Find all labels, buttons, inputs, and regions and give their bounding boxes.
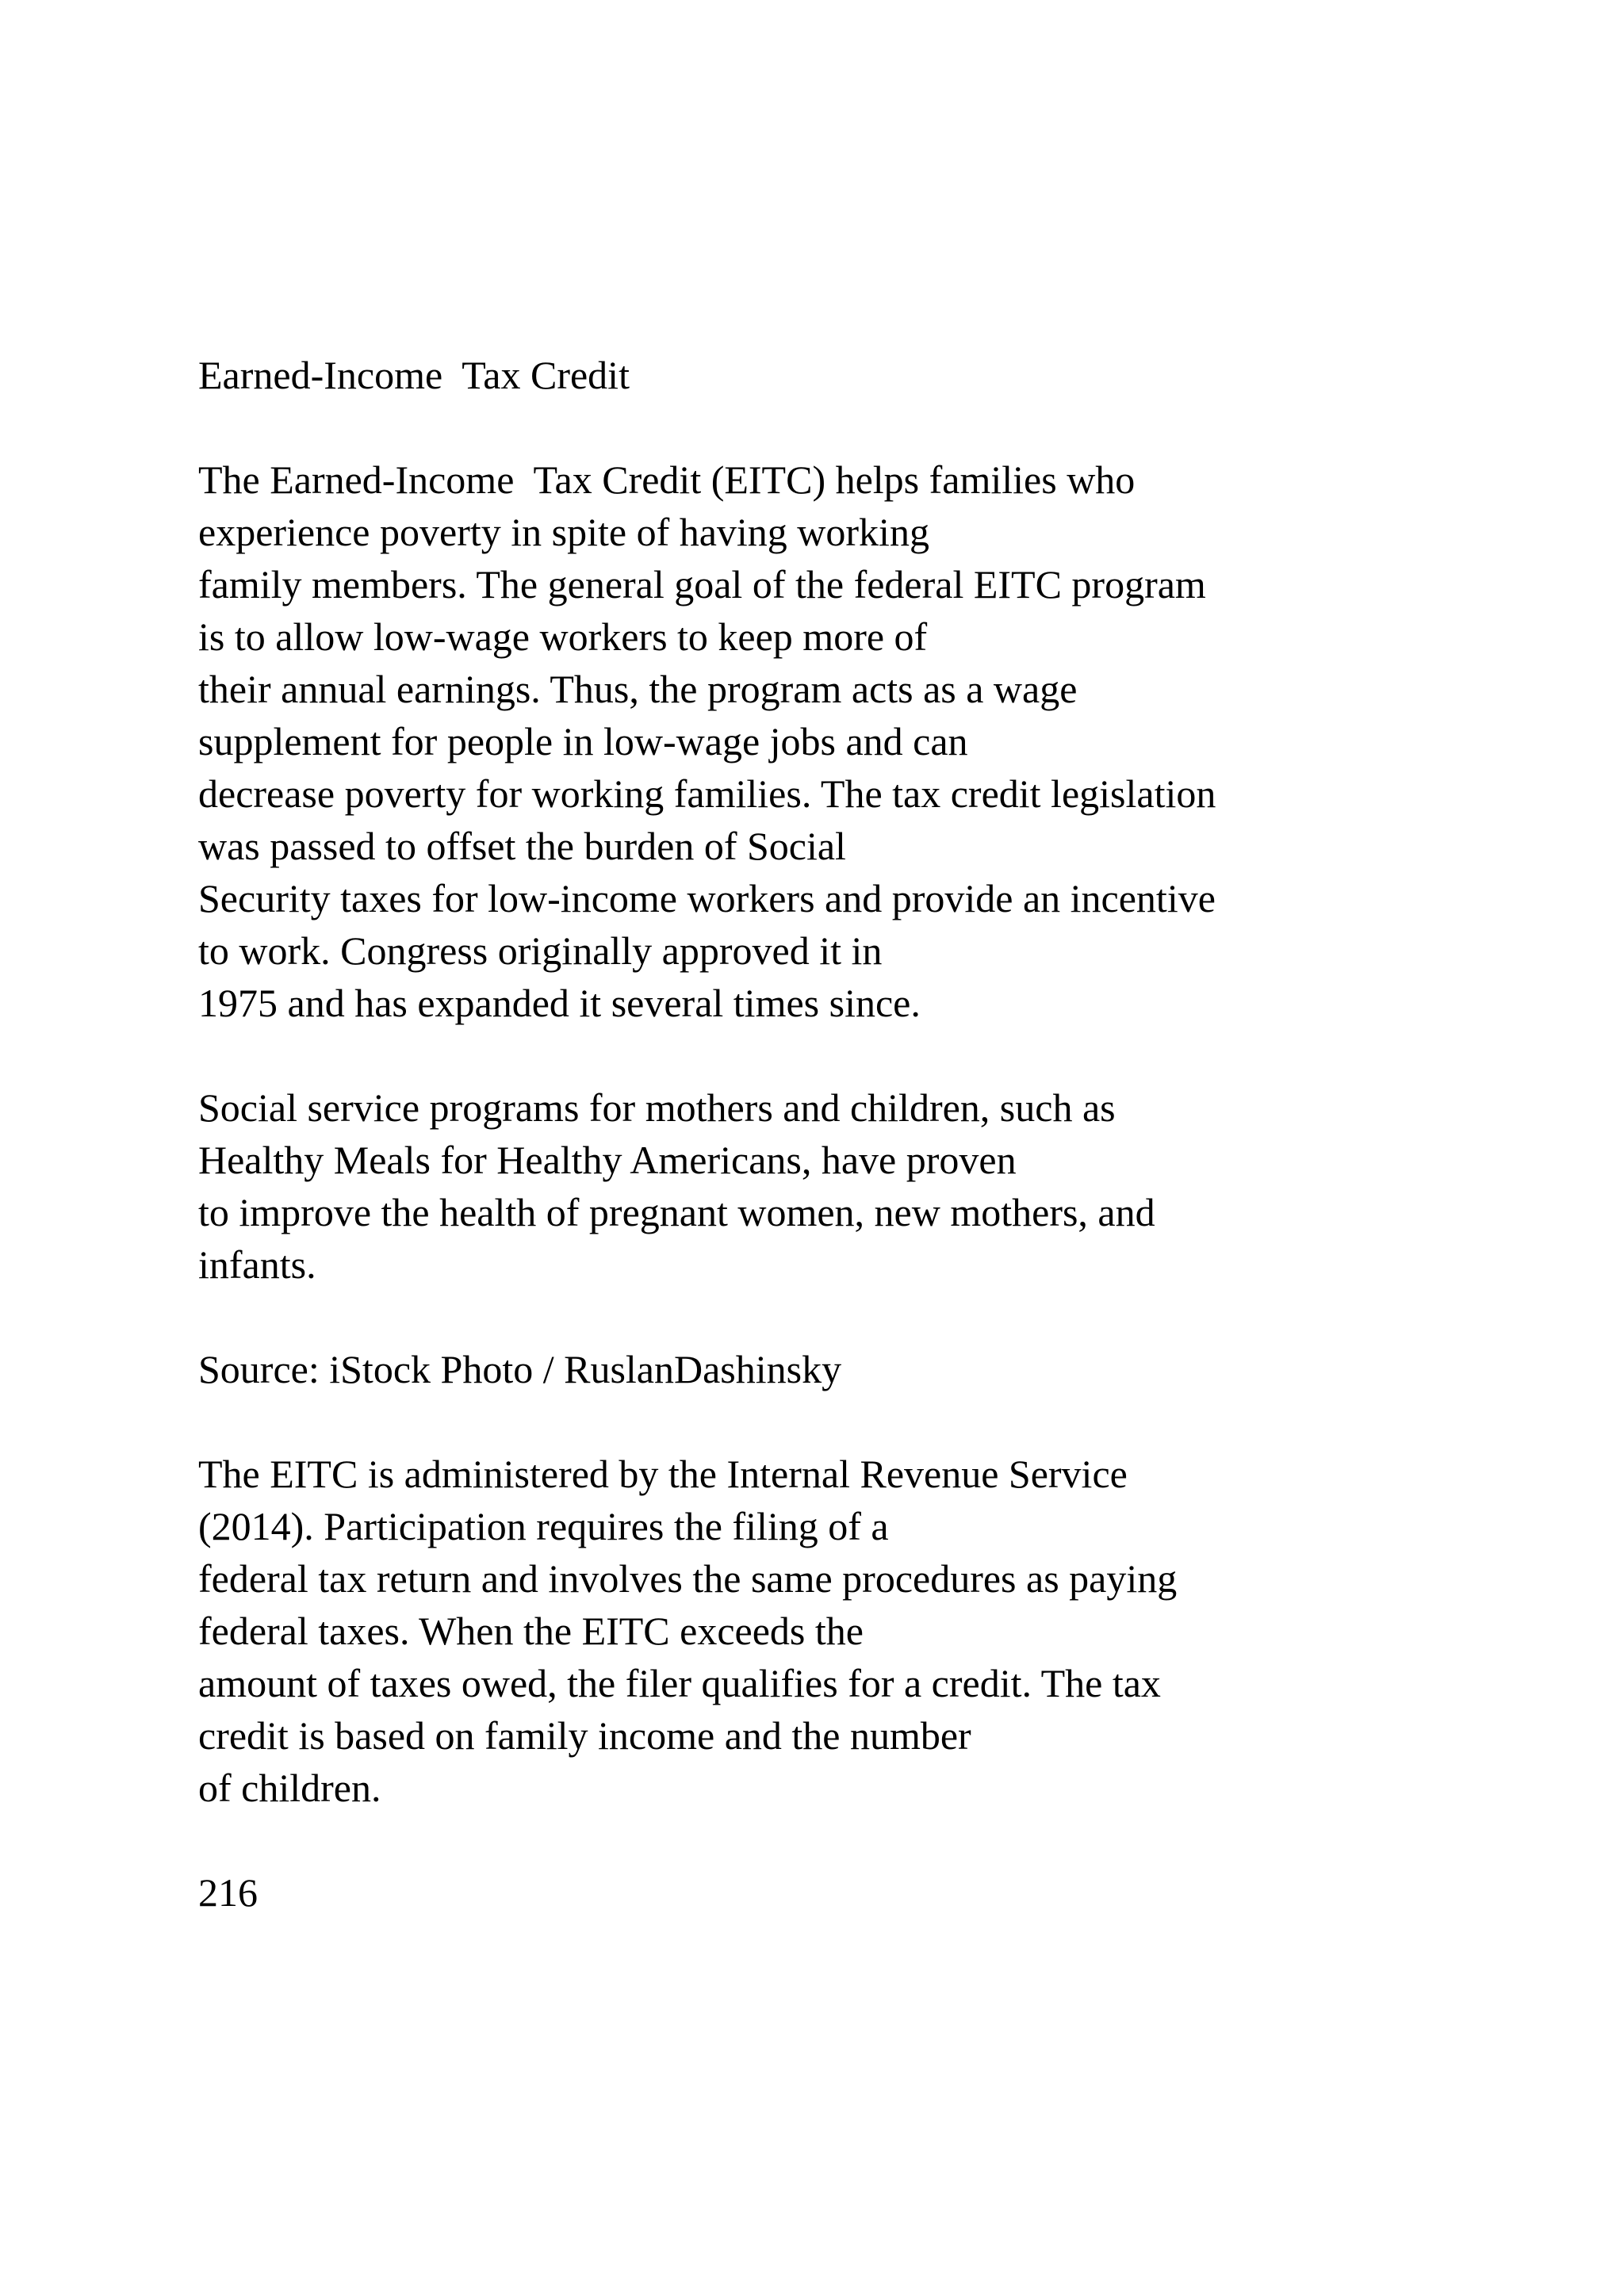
page-number-text: 216 [198, 1870, 258, 1915]
paragraph-line: federal tax return and involves the same procedures as paying [198, 1556, 1178, 1601]
paragraph-line: The EITC is administered by the Internal Revenue Service [198, 1452, 1128, 1496]
paragraph-line: Healthy Meals for Healthy Americans, have proven [198, 1138, 1017, 1182]
section-heading [198, 349, 1467, 401]
paragraph-line: is to allow low-wage workers to keep more of [198, 614, 928, 659]
paragraph-line: to improve the health of pregnant women, new mothers, and [198, 1190, 1155, 1234]
paragraph-social-services [198, 1081, 1467, 1291]
paragraph-line: The Earned-Income Tax Credit (EITC) helps families who [198, 457, 1136, 502]
paragraph-line: credit is based on family income and the number [198, 1713, 971, 1758]
paragraph-line: supplement for people in low-wage jobs and can [198, 719, 968, 763]
paragraph-line: Social service programs for mothers and children, such as [198, 1085, 1116, 1130]
page-number [198, 1866, 1467, 1919]
paragraph-line: of children. [198, 1766, 381, 1810]
heading-text: Earned-Income Tax Credit [198, 353, 630, 397]
paragraph-line: infants. [198, 1242, 316, 1287]
paragraph-eitc-administration [198, 1448, 1467, 1814]
paragraph-line: decrease poverty for working families. The tax credit legislation [198, 771, 1216, 816]
paragraph-line: Security taxes for low-income workers and provide an incentive [198, 876, 1216, 920]
paragraph-line: (2014). Participation requires the filing of a [198, 1504, 889, 1548]
text-column [198, 349, 1467, 1919]
image-source-credit [198, 1343, 1467, 1395]
paragraph-line: their annual earnings. Thus, the program acts as a wage [198, 667, 1078, 711]
paragraph-line: was passed to offset the burden of Social [198, 824, 846, 868]
source-credit-text: Source: iStock Photo / RuslanDashinsky [198, 1347, 842, 1391]
paragraph-eitc-overview [198, 453, 1467, 1029]
paragraph-line: to work. Congress originally approved it in [198, 928, 883, 973]
paragraph-line: federal taxes. When the EITC exceeds the [198, 1609, 864, 1653]
paragraph-line: amount of taxes owed, the filer qualifies for a credit. The tax [198, 1661, 1161, 1705]
paragraph-line: experience poverty in spite of having working [198, 510, 929, 554]
paragraph-line: family members. The general goal of the federal EITC program [198, 562, 1206, 607]
paragraph-line: 1975 and has expanded it several times since. [198, 981, 921, 1025]
